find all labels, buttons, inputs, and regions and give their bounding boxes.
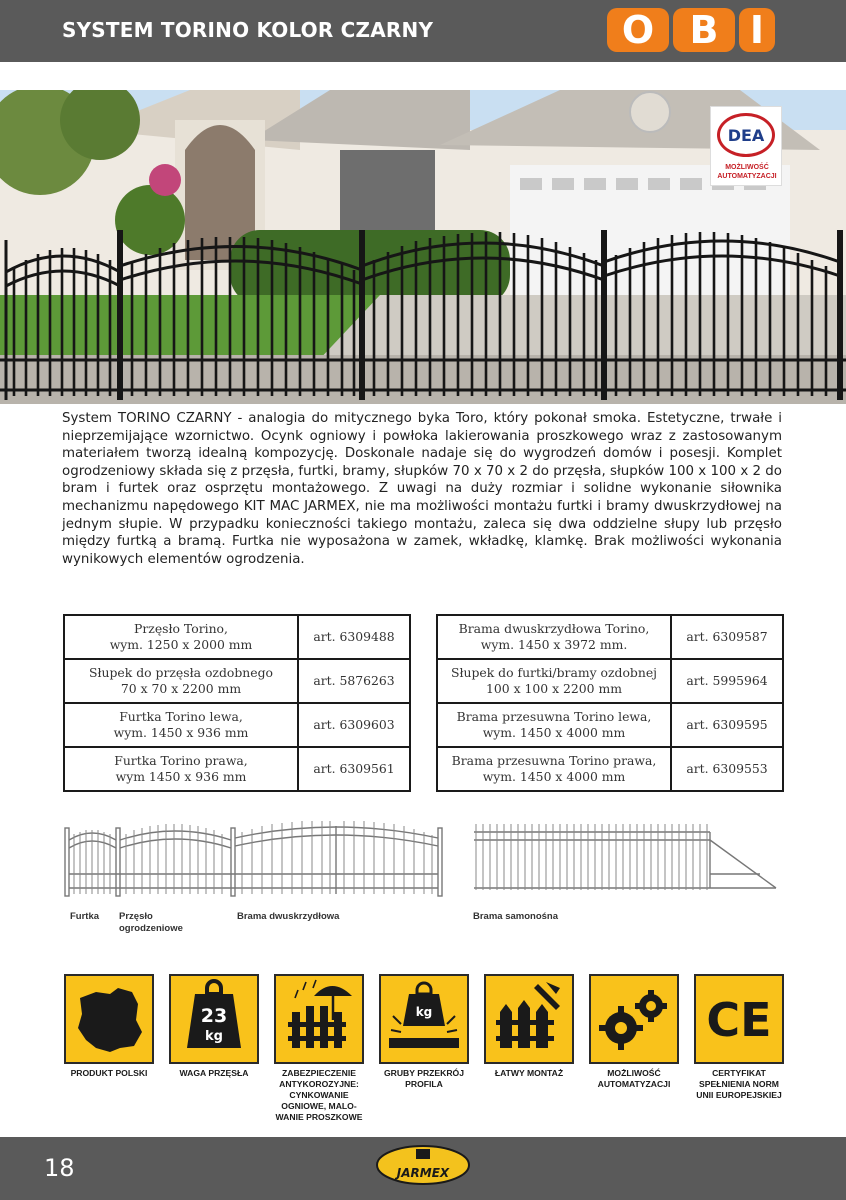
feature-label-easy-assembly: ŁATWY MONTAŻ <box>494 1068 564 1078</box>
dea-automation-badge <box>710 106 782 186</box>
name-line: wym 1450 x 936 mm <box>115 769 247 784</box>
obi-logo <box>607 8 781 52</box>
feature-label-automation <box>579 1068 689 1090</box>
poland-map-icon <box>64 974 154 1064</box>
weight-number: 23 <box>200 1005 228 1027</box>
feature-label-line: GRUBY PRZEKRÓJ <box>383 1068 465 1078</box>
name-line: wym. 1450 x 3972 mm. <box>480 637 628 652</box>
name-line: wym. 1450 x 4000 mm <box>482 725 626 740</box>
jarmex-logo <box>376 1145 470 1185</box>
spec-table-right <box>436 614 784 792</box>
dea-logo-text: DEA <box>727 126 765 145</box>
table-cell-name <box>64 703 298 747</box>
ce-mark-icon <box>694 974 784 1064</box>
name-line: Słupek do furtki/bramy ozdobnej <box>450 665 658 680</box>
label-brama-samonosna: Brama samonośna <box>473 911 559 922</box>
feature-label-weight: WAGA PRZĘSŁA <box>179 1068 249 1078</box>
name-line: Brama przesuwna Torino prawa, <box>451 753 657 768</box>
feature-label-line: AUTOMATYZACJI <box>597 1079 671 1089</box>
easy-assembly-icon <box>484 974 574 1064</box>
table-cell-art: art. 6309603 <box>298 703 410 747</box>
obi-letter-o: O <box>607 8 669 52</box>
feature-label-line: PROFILA <box>405 1079 443 1089</box>
weight-icon <box>169 974 259 1064</box>
dea-caption-line2: AUTOMATYZACJI <box>717 173 777 180</box>
table-cell-art: art. 6309561 <box>298 747 410 791</box>
weight-unit: kg <box>205 1029 223 1044</box>
table-cell-name <box>64 659 298 703</box>
product-description: System TORINO CZARNY - analogia do mitycznego byka Toro, który pokonał smoka. Estetyczne, trwałe i nieprzemijające wzornictwo. Ocynk ogniowy i powłoka lakierowania proszkowego wraz z zastosowanym materiałem tworzą idealną kompozycję. Doskonale nadaje się do wygrodzeń domów i posesji. Komplet ogrodzeniowy składa się z przęsła, furtki, bramy, słupków 70 x 70 x 2 do przęsła, słupków 100 x 100 x 2 do bram i furtek oraz osprzętu montażowego. Z uwagi na duży rozmiar i solidne wykonanie siłownika mechanizmu napędowego KIT MAC JARMEX, nie ma możliwości montażu furtki i bramy dwuskrzydłowej na jednym słupie. W przypadku konieczności takiego montażu, zaleca się dwa oddzielne słupy lub przęsło między furtką a bramą. Furtka nie wyposażona w zamek, wkładkę, klamkę. Brak możliwości wykonania wynikowych elementów ogrodzenia. <box>62 411 782 567</box>
thick-profile-icon <box>379 974 469 1064</box>
table-row <box>64 659 410 703</box>
obi-letter-i: I <box>739 8 775 52</box>
feature-label-line: CYNKOWANIE <box>289 1090 349 1100</box>
table-cell-name <box>437 659 671 703</box>
feature-label-profile <box>369 1068 479 1090</box>
name-line: wym. 1450 x 936 mm <box>113 725 249 740</box>
name-line: Furtka Torino lewa, <box>119 709 243 724</box>
table-row <box>437 747 783 791</box>
label-przeslo-line1: Przęsło <box>119 911 153 922</box>
page-number: 18 <box>44 1154 75 1182</box>
table-cell-art: art. 6309553 <box>671 747 783 791</box>
table-cell-name <box>64 615 298 659</box>
name-line: Brama dwuskrzydłowa Torino, <box>458 621 650 636</box>
table-cell-art: art. 6309488 <box>298 615 410 659</box>
feature-label-line: CERTYFIKAT <box>712 1068 766 1078</box>
table-row <box>64 747 410 791</box>
table-row <box>437 703 783 747</box>
dea-caption-line1: MOŻLIWOŚĆ <box>725 164 769 171</box>
profile-weight-unit: kg <box>415 1005 433 1019</box>
label-furtka: Furtka <box>70 911 100 922</box>
table-cell-art: art. 5876263 <box>298 659 410 703</box>
feature-label-line: ZABEZPIECZENIE <box>281 1068 356 1078</box>
feature-label-line: ANTYKOROZYJNE: <box>279 1079 359 1089</box>
name-line: 70 x 70 x 2200 mm <box>120 681 242 696</box>
jarmex-logo-text: JARMEX <box>396 1166 450 1180</box>
table-row <box>437 615 783 659</box>
name-line: wym. 1450 x 4000 mm <box>482 769 626 784</box>
table-cell-name <box>437 615 671 659</box>
feature-label-line: SPEŁNIENIA NORM <box>699 1079 779 1089</box>
feature-label-line: WANIE PROSZKOWE <box>275 1112 363 1122</box>
feature-label-anticorrosion <box>264 1068 374 1123</box>
name-line: Brama przesuwna Torino lewa, <box>456 709 652 724</box>
table-row <box>64 615 410 659</box>
table-cell-art: art. 6309595 <box>671 703 783 747</box>
table-cell-art: art. 5995964 <box>671 659 783 703</box>
table-cell-name <box>437 703 671 747</box>
feature-label-line: OGNIOWE, MALO- <box>281 1101 357 1111</box>
table-cell-art: art. 6309587 <box>671 615 783 659</box>
label-przeslo-line2: ogrodzeniowe <box>119 923 183 934</box>
feature-label-line: UNII EUROPEJSKIEJ <box>696 1090 782 1100</box>
dea-logo <box>717 113 775 157</box>
spec-table-left <box>63 614 411 792</box>
gears-icon <box>589 974 679 1064</box>
name-line: Przęsło Torino, <box>134 621 228 636</box>
feature-label-line: MOŻLIWOŚĆ <box>607 1068 661 1078</box>
name-line: Furtka Torino prawa, <box>114 753 248 768</box>
sliding-gate-diagram <box>470 818 780 898</box>
name-line: wym. 1250 x 2000 mm <box>109 637 253 652</box>
label-przeslo <box>119 911 183 935</box>
feature-label-polish-product: PRODUKT POLSKI <box>70 1068 148 1078</box>
fence-set-diagram <box>62 818 448 898</box>
dea-caption <box>711 163 783 181</box>
name-line: 100 x 100 x 2200 mm <box>485 681 622 696</box>
anticorrosion-icon <box>274 974 364 1064</box>
page-title: SYSTEM TORINO KOLOR CZARNY <box>62 18 434 42</box>
feature-label-ce <box>684 1068 794 1101</box>
table-cell-name <box>437 747 671 791</box>
label-brama-dwuskrzydlowa: Brama dwuskrzydłowa <box>237 911 340 922</box>
obi-letter-b: B <box>673 8 735 52</box>
table-row <box>437 659 783 703</box>
table-row <box>64 703 410 747</box>
name-line: Słupek do przęsła ozdobnego <box>89 665 273 680</box>
table-cell-name <box>64 747 298 791</box>
ce-mark-text: CE <box>706 993 772 1047</box>
